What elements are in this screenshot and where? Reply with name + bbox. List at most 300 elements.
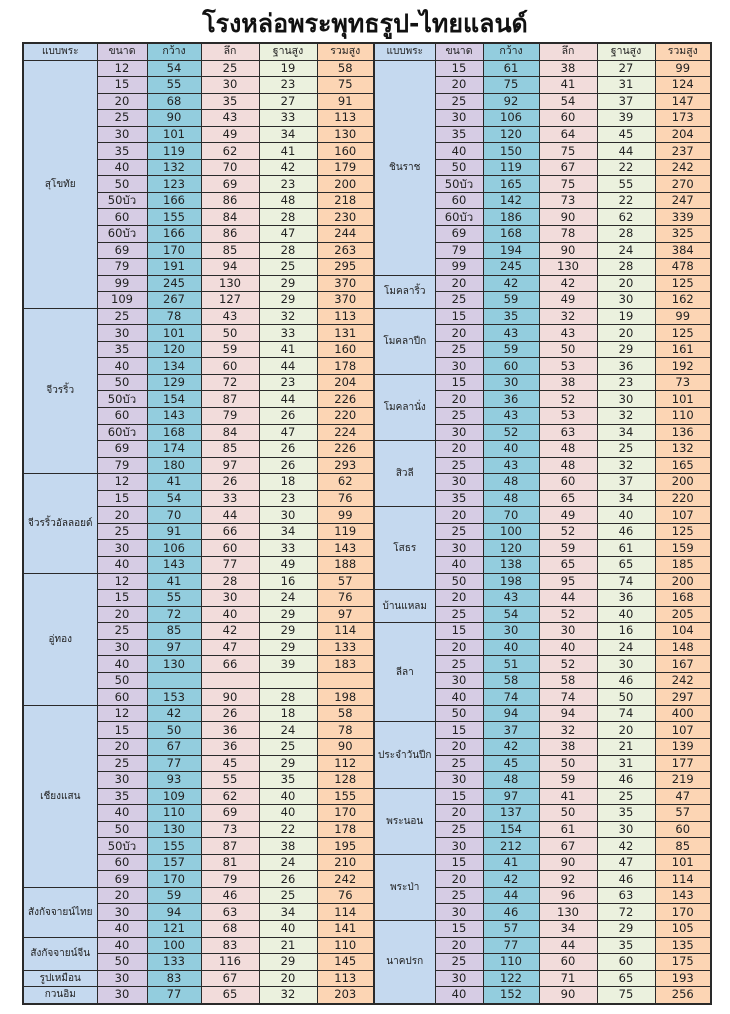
header-row	[23, 43, 711, 60]
base-height-cell: 48	[259, 192, 317, 209]
depth-cell: 83	[201, 937, 259, 954]
width-cell: 41	[147, 474, 201, 491]
header-total-height: รวมสูง	[317, 43, 374, 60]
base-height-cell: 20	[597, 275, 655, 292]
base-height-cell: 42	[259, 159, 317, 176]
total-height-cell: 179	[317, 159, 374, 176]
width-cell: 85	[147, 623, 201, 640]
base-height-cell: 33	[259, 110, 317, 127]
size-cell: 50	[435, 573, 483, 590]
base-height-cell: 30	[597, 656, 655, 673]
width-cell: 54	[147, 490, 201, 507]
size-cell: 60บัว	[435, 209, 483, 226]
width-cell: 67	[147, 738, 201, 755]
base-height-cell: 25	[597, 788, 655, 805]
total-height-cell: 113	[317, 970, 374, 987]
size-cell: 99	[435, 259, 483, 276]
header-width: กว้าง	[483, 43, 539, 60]
size-cell: 60	[435, 192, 483, 209]
size-cell: 15	[97, 590, 147, 607]
width-cell: 174	[147, 441, 201, 458]
depth-cell: 60	[539, 954, 597, 971]
depth-cell: 95	[539, 573, 597, 590]
total-height-cell: 132	[655, 441, 711, 458]
total-height-cell: 125	[655, 523, 711, 540]
total-height-cell: 175	[655, 954, 711, 971]
base-height-cell: 28	[259, 242, 317, 259]
depth-cell: 45	[201, 755, 259, 772]
total-height-cell: 125	[655, 275, 711, 292]
depth-cell: 94	[539, 705, 597, 722]
size-cell: 25	[435, 755, 483, 772]
size-cell: 50บัว	[97, 192, 147, 209]
base-height-cell: 40	[597, 606, 655, 623]
width-cell: 50	[147, 722, 201, 739]
width-cell: 42	[483, 738, 539, 755]
width-cell: 100	[147, 937, 201, 954]
table-row	[23, 424, 711, 441]
depth-cell: 60	[201, 358, 259, 375]
width-cell: 138	[483, 556, 539, 573]
width-cell: 93	[147, 772, 201, 789]
model-name-cell: โสธร	[374, 507, 435, 590]
width-cell: 70	[483, 507, 539, 524]
size-cell: 30	[435, 474, 483, 491]
table-row	[23, 689, 711, 706]
size-cell: 15	[97, 490, 147, 507]
total-height-cell: 263	[317, 242, 374, 259]
total-height-cell: 99	[655, 308, 711, 325]
total-height-cell: 203	[317, 987, 374, 1004]
width-cell: 157	[147, 854, 201, 871]
width-cell: 44	[483, 887, 539, 904]
header-depth: ลึก	[201, 43, 259, 60]
base-height-cell: 75	[597, 987, 655, 1004]
base-height-cell: 27	[597, 60, 655, 77]
depth-cell: 36	[201, 722, 259, 739]
base-height-cell: 34	[259, 904, 317, 921]
model-name-cell: โมคลาริ้ว	[374, 275, 435, 308]
total-height-cell: 91	[317, 93, 374, 110]
base-height-cell: 19	[597, 308, 655, 325]
total-height-cell: 384	[655, 242, 711, 259]
base-height-cell: 27	[259, 93, 317, 110]
width-cell: 97	[483, 788, 539, 805]
depth-cell: 49	[539, 292, 597, 309]
width-cell: 70	[147, 507, 201, 524]
size-cell: 35	[97, 788, 147, 805]
base-height-cell: 25	[597, 441, 655, 458]
total-height-cell: 400	[655, 705, 711, 722]
total-height-cell: 101	[655, 854, 711, 871]
table-row	[23, 358, 711, 375]
width-cell: 170	[147, 242, 201, 259]
base-height-cell: 47	[259, 424, 317, 441]
size-cell: 40	[435, 987, 483, 1004]
depth-cell: 48	[539, 457, 597, 474]
base-height-cell: 62	[597, 209, 655, 226]
base-height-cell: 32	[597, 457, 655, 474]
total-height-cell: 198	[317, 689, 374, 706]
total-height-cell: 370	[317, 275, 374, 292]
table-row	[23, 507, 711, 524]
base-height-cell: 49	[259, 556, 317, 573]
size-cell: 35	[97, 143, 147, 160]
size-cell: 40	[97, 556, 147, 573]
total-height-cell: 256	[655, 987, 711, 1004]
depth-cell: 44	[201, 507, 259, 524]
base-height-cell: 35	[597, 937, 655, 954]
size-cell: 99	[97, 275, 147, 292]
total-height-cell: 110	[655, 408, 711, 425]
total-height-cell: 110	[317, 937, 374, 954]
table-row	[23, 920, 711, 937]
size-cell: 40	[97, 358, 147, 375]
depth-cell: 68	[201, 920, 259, 937]
size-cell: 20	[435, 275, 483, 292]
base-height-cell: 20	[597, 325, 655, 342]
depth-cell: 92	[539, 871, 597, 888]
width-cell: 42	[483, 871, 539, 888]
total-height-cell: 76	[317, 590, 374, 607]
base-height-cell: 22	[597, 192, 655, 209]
table-row	[23, 871, 711, 888]
total-height-cell: 242	[655, 672, 711, 689]
depth-cell: 73	[201, 821, 259, 838]
depth-cell: 36	[201, 738, 259, 755]
table-row	[23, 556, 711, 573]
table-row	[23, 523, 711, 540]
total-height-cell: 339	[655, 209, 711, 226]
base-height-cell: 65	[597, 556, 655, 573]
size-cell: 25	[435, 408, 483, 425]
width-cell: 40	[483, 639, 539, 656]
table-row	[23, 176, 711, 193]
size-cell: 60	[97, 408, 147, 425]
total-height-cell: 97	[317, 606, 374, 623]
depth-cell: 35	[201, 93, 259, 110]
size-cell: 20	[97, 887, 147, 904]
table-row	[23, 854, 711, 871]
width-cell: 59	[483, 292, 539, 309]
base-height-cell: 23	[259, 176, 317, 193]
size-cell: 25	[97, 523, 147, 540]
width-cell: 267	[147, 292, 201, 309]
size-cell: 25	[97, 623, 147, 640]
table-row	[23, 672, 711, 689]
width-cell: 75	[483, 77, 539, 94]
table-row	[23, 77, 711, 94]
table-row	[23, 126, 711, 143]
depth-cell: 43	[201, 308, 259, 325]
total-height-cell: 325	[655, 226, 711, 243]
total-height-cell: 128	[317, 772, 374, 789]
depth-cell: 41	[539, 788, 597, 805]
header-model: แบบพระ	[374, 43, 435, 60]
size-cell: 20	[435, 391, 483, 408]
depth-cell: 71	[539, 970, 597, 987]
model-name-cell: นาคปรก	[374, 920, 435, 1003]
base-height-cell: 26	[259, 441, 317, 458]
size-cell: 50บัว	[435, 176, 483, 193]
total-height-cell: 183	[317, 656, 374, 673]
depth-cell: 94	[201, 259, 259, 276]
base-height-cell: 72	[597, 904, 655, 921]
width-cell: 194	[483, 242, 539, 259]
width-cell: 57	[483, 920, 539, 937]
size-cell: 60บัว	[97, 424, 147, 441]
depth-cell: 52	[539, 523, 597, 540]
base-height-cell: 47	[259, 226, 317, 243]
size-cell: 25	[435, 821, 483, 838]
depth-cell: 97	[201, 457, 259, 474]
width-cell: 137	[483, 805, 539, 822]
width-cell: 61	[483, 60, 539, 77]
total-height-cell: 168	[655, 590, 711, 607]
total-height-cell: 162	[655, 292, 711, 309]
base-height-cell: 36	[597, 590, 655, 607]
depth-cell: 44	[539, 590, 597, 607]
base-height-cell: 36	[597, 358, 655, 375]
depth-cell: 33	[201, 490, 259, 507]
size-cell: 15	[435, 788, 483, 805]
total-height-cell: 62	[317, 474, 374, 491]
total-height-cell: 113	[317, 110, 374, 127]
depth-cell: 32	[539, 308, 597, 325]
size-cell: 12	[97, 705, 147, 722]
total-height-cell: 99	[655, 60, 711, 77]
table-row	[23, 110, 711, 127]
width-cell: 36	[483, 391, 539, 408]
total-height-cell: 47	[655, 788, 711, 805]
base-height-cell: 46	[597, 523, 655, 540]
depth-cell: 96	[539, 887, 597, 904]
base-height-cell: 28	[259, 689, 317, 706]
base-height-cell: 46	[597, 672, 655, 689]
total-height-cell: 293	[317, 457, 374, 474]
depth-cell: 90	[539, 242, 597, 259]
size-cell: 50	[97, 954, 147, 971]
base-height-cell: 23	[259, 374, 317, 391]
depth-cell: 66	[201, 656, 259, 673]
model-name-cell: สุโขทัย	[23, 60, 97, 308]
total-height-cell: 188	[317, 556, 374, 573]
size-cell: 30	[97, 126, 147, 143]
table-row	[23, 60, 711, 77]
table-row	[23, 242, 711, 259]
base-height-cell: 30	[597, 821, 655, 838]
model-name-cell: สังกัจจายน์ไทย	[23, 887, 97, 937]
depth-cell: 60	[539, 474, 597, 491]
total-height-cell: 159	[655, 540, 711, 557]
total-height-cell: 160	[317, 341, 374, 358]
base-height-cell: 23	[259, 490, 317, 507]
depth-cell: 84	[201, 209, 259, 226]
depth-cell: 69	[201, 805, 259, 822]
width-cell: 35	[483, 308, 539, 325]
model-name-cell: โมคลานั่ง	[374, 374, 435, 440]
base-height-cell: 55	[597, 176, 655, 193]
base-height-cell: 29	[259, 606, 317, 623]
width-cell: 186	[483, 209, 539, 226]
size-cell: 50บัว	[97, 838, 147, 855]
size-cell: 15	[435, 722, 483, 739]
size-cell: 20	[97, 738, 147, 755]
depth-cell: 67	[539, 838, 597, 855]
table-row	[23, 474, 711, 491]
depth-cell: 30	[201, 590, 259, 607]
total-height-cell: 295	[317, 259, 374, 276]
depth-cell: 50	[539, 341, 597, 358]
base-height-cell: 33	[259, 325, 317, 342]
total-height-cell: 114	[317, 904, 374, 921]
width-cell: 153	[147, 689, 201, 706]
width-cell: 51	[483, 656, 539, 673]
depth-cell: 38	[539, 374, 597, 391]
depth-cell: 62	[201, 788, 259, 805]
width-cell: 120	[147, 341, 201, 358]
width-cell: 72	[147, 606, 201, 623]
size-cell: 30	[97, 772, 147, 789]
size-cell: 20	[435, 639, 483, 656]
width-cell: 130	[147, 821, 201, 838]
width-cell: 60	[483, 358, 539, 375]
model-name-cell: สิวลี	[374, 441, 435, 507]
table-row	[23, 772, 711, 789]
size-cell: 20	[97, 606, 147, 623]
size-cell: 20	[435, 871, 483, 888]
total-height-cell: 76	[317, 490, 374, 507]
base-height-cell: 28	[597, 259, 655, 276]
total-height-cell: 136	[655, 424, 711, 441]
total-height-cell: 60	[655, 821, 711, 838]
base-height-cell: 30	[259, 507, 317, 524]
model-name-cell: ประจำวันปีก	[374, 722, 435, 788]
total-height-cell: 99	[317, 507, 374, 524]
base-height-cell: 74	[597, 573, 655, 590]
base-height-cell: 40	[259, 805, 317, 822]
depth-cell: 85	[201, 242, 259, 259]
model-name-cell: พระนอน	[374, 788, 435, 854]
width-cell: 41	[147, 573, 201, 590]
width-cell: 129	[147, 374, 201, 391]
width-cell: 121	[147, 920, 201, 937]
size-cell: 50	[97, 672, 147, 689]
size-cell: 20	[435, 77, 483, 94]
base-height-cell: 34	[597, 424, 655, 441]
size-cell: 30	[435, 672, 483, 689]
base-height-cell: 28	[259, 209, 317, 226]
width-cell: 30	[483, 623, 539, 640]
table-row	[23, 540, 711, 557]
depth-cell: 70	[201, 159, 259, 176]
size-cell: 30	[97, 987, 147, 1004]
width-cell: 78	[147, 308, 201, 325]
depth-cell: 72	[201, 374, 259, 391]
size-cell: 20	[435, 325, 483, 342]
size-cell: 50	[435, 159, 483, 176]
size-cell: 40	[97, 805, 147, 822]
width-cell: 55	[147, 77, 201, 94]
width-cell: 132	[147, 159, 201, 176]
width-cell: 154	[483, 821, 539, 838]
size-cell: 69	[97, 441, 147, 458]
base-height-cell: 41	[259, 143, 317, 160]
width-cell: 77	[483, 937, 539, 954]
total-height-cell: 130	[317, 126, 374, 143]
total-height-cell: 75	[317, 77, 374, 94]
header-size: ขนาด	[435, 43, 483, 60]
width-cell: 110	[147, 805, 201, 822]
table-row	[23, 623, 711, 640]
depth-cell: 90	[201, 689, 259, 706]
size-cell: 25	[435, 887, 483, 904]
base-height-cell: 25	[259, 738, 317, 755]
size-cell: 15	[435, 920, 483, 937]
width-cell: 119	[147, 143, 201, 160]
depth-cell: 43	[201, 110, 259, 127]
size-cell: 40	[97, 937, 147, 954]
total-height-cell: 167	[655, 656, 711, 673]
model-name-cell: รูปเหมือน	[23, 970, 97, 987]
size-cell: 12	[97, 573, 147, 590]
depth-cell: 87	[201, 838, 259, 855]
width-cell: 77	[147, 755, 201, 772]
table-row	[23, 970, 711, 987]
width-cell: 59	[147, 887, 201, 904]
size-cell: 20	[435, 738, 483, 755]
size-cell: 20	[435, 590, 483, 607]
depth-cell: 74	[539, 689, 597, 706]
table-row	[23, 408, 711, 425]
table-row	[23, 457, 711, 474]
total-height-cell: 107	[655, 507, 711, 524]
depth-cell: 42	[201, 623, 259, 640]
depth-cell: 90	[539, 209, 597, 226]
base-height-cell: 30	[597, 292, 655, 309]
size-cell: 69	[97, 871, 147, 888]
depth-cell: 90	[539, 987, 597, 1004]
total-height-cell: 185	[655, 556, 711, 573]
model-name-cell: จีวรริ้ว	[23, 308, 97, 473]
table-row	[23, 788, 711, 805]
depth-cell: 50	[539, 755, 597, 772]
total-height-cell: 177	[655, 755, 711, 772]
depth-cell: 66	[201, 523, 259, 540]
depth-cell: 54	[539, 93, 597, 110]
table-row	[23, 275, 711, 292]
total-height-cell: 237	[655, 143, 711, 160]
table-row	[23, 656, 711, 673]
total-height-cell: 218	[317, 192, 374, 209]
table-row	[23, 639, 711, 656]
size-cell: 30	[97, 970, 147, 987]
table-row	[23, 887, 711, 904]
total-height-cell: 244	[317, 226, 374, 243]
width-cell: 143	[147, 556, 201, 573]
width-cell: 59	[483, 341, 539, 358]
header-model: แบบพระ	[23, 43, 97, 60]
total-height-cell: 90	[317, 738, 374, 755]
size-cell: 25	[97, 110, 147, 127]
width-cell: 110	[483, 954, 539, 971]
depth-cell: 63	[201, 904, 259, 921]
table-row	[23, 738, 711, 755]
depth-cell: 53	[539, 358, 597, 375]
base-height-cell: 29	[259, 639, 317, 656]
size-cell: 40	[97, 656, 147, 673]
depth-cell: 26	[201, 474, 259, 491]
